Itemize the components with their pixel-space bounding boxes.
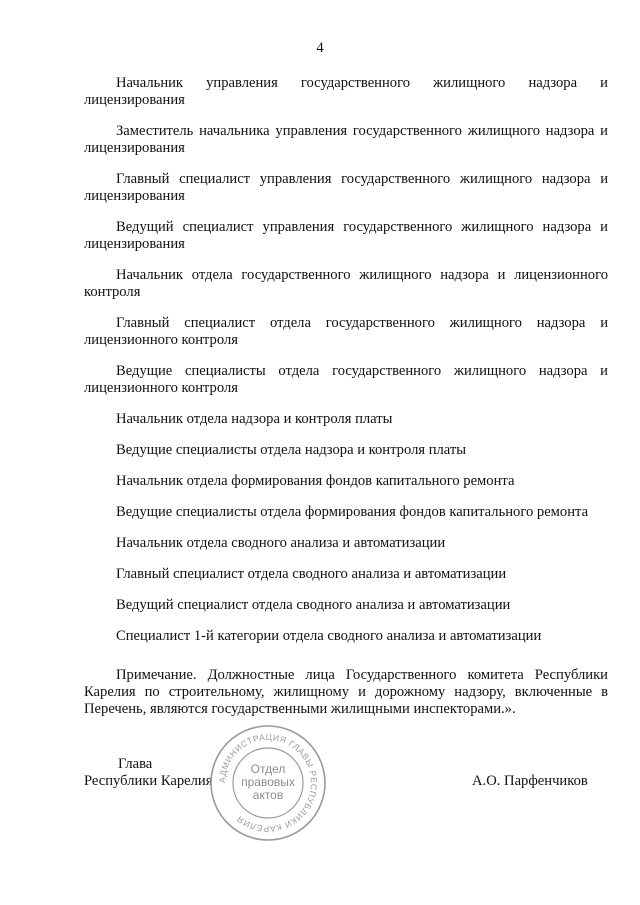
list-item: Начальник отдела формирования фондов капитального ремонта <box>116 473 515 489</box>
list-item: Заместитель начальника управления государственного жилищного надзора и лицензирования <box>84 123 608 156</box>
stamp-center-line2: правовых <box>241 775 295 789</box>
stamp-ring-text: АДМИНИСТРАЦИЯ ГЛАВЫ РЕСПУБЛИКИ КАРЕЛИЯ <box>216 731 320 835</box>
signature-name: А.О. Парфенчиков <box>472 773 588 789</box>
list-item: Начальник отдела сводного анализа и автоматизации <box>116 535 446 551</box>
list-item: Главный специалист управления государственного жилищного надзора и лицензирования <box>84 171 608 204</box>
stamp-center-line1: Отдел <box>250 762 286 776</box>
page-number: 4 <box>316 40 324 56</box>
list-item: Главный специалист отдела государственного жилищного надзора и лицензионного контроля <box>84 315 608 348</box>
list-item: Специалист 1-й категории отдела сводного анализа и автоматизации <box>116 628 542 644</box>
note-paragraph: Примечание. Должностные лица Государственного комитета Республики Карелия по строительному, жилищному и дорожному надзору, включенные в Перечень, являются государственными жилищными инспекторами.». <box>84 667 608 717</box>
list-item: Начальник отдела надзора и контроля платы <box>116 411 393 427</box>
official-stamp <box>207 722 329 844</box>
list-item: Начальник управления государственного жилищного надзора и лицензирования <box>84 75 608 108</box>
positions-list <box>84 75 608 659</box>
list-item: Главный специалист отдела сводного анализа и автоматизации <box>116 566 507 582</box>
list-item: Ведущий специалист управления государственного жилищного надзора и лицензирования <box>84 219 608 252</box>
list-item: Начальник отдела государственного жилищного надзора и лицензионного контроля <box>84 267 608 300</box>
list-item: Ведущие специалисты отдела надзора и контроля платы <box>116 442 467 458</box>
stamp-seal-icon <box>207 722 329 844</box>
signature-title-line1: Глава <box>118 756 153 772</box>
list-item: Ведущий специалист отдела сводного анализа и автоматизации <box>116 597 511 613</box>
stamp-center-line3: актов <box>252 788 284 802</box>
signature-title-line2: Республики Карелия <box>84 773 213 789</box>
list-item: Ведущие специалисты отдела формирования фондов капитального ремонта <box>116 504 589 520</box>
list-item: Ведущие специалисты отдела государственного жилищного надзора и лицензионного контроля <box>84 363 608 396</box>
